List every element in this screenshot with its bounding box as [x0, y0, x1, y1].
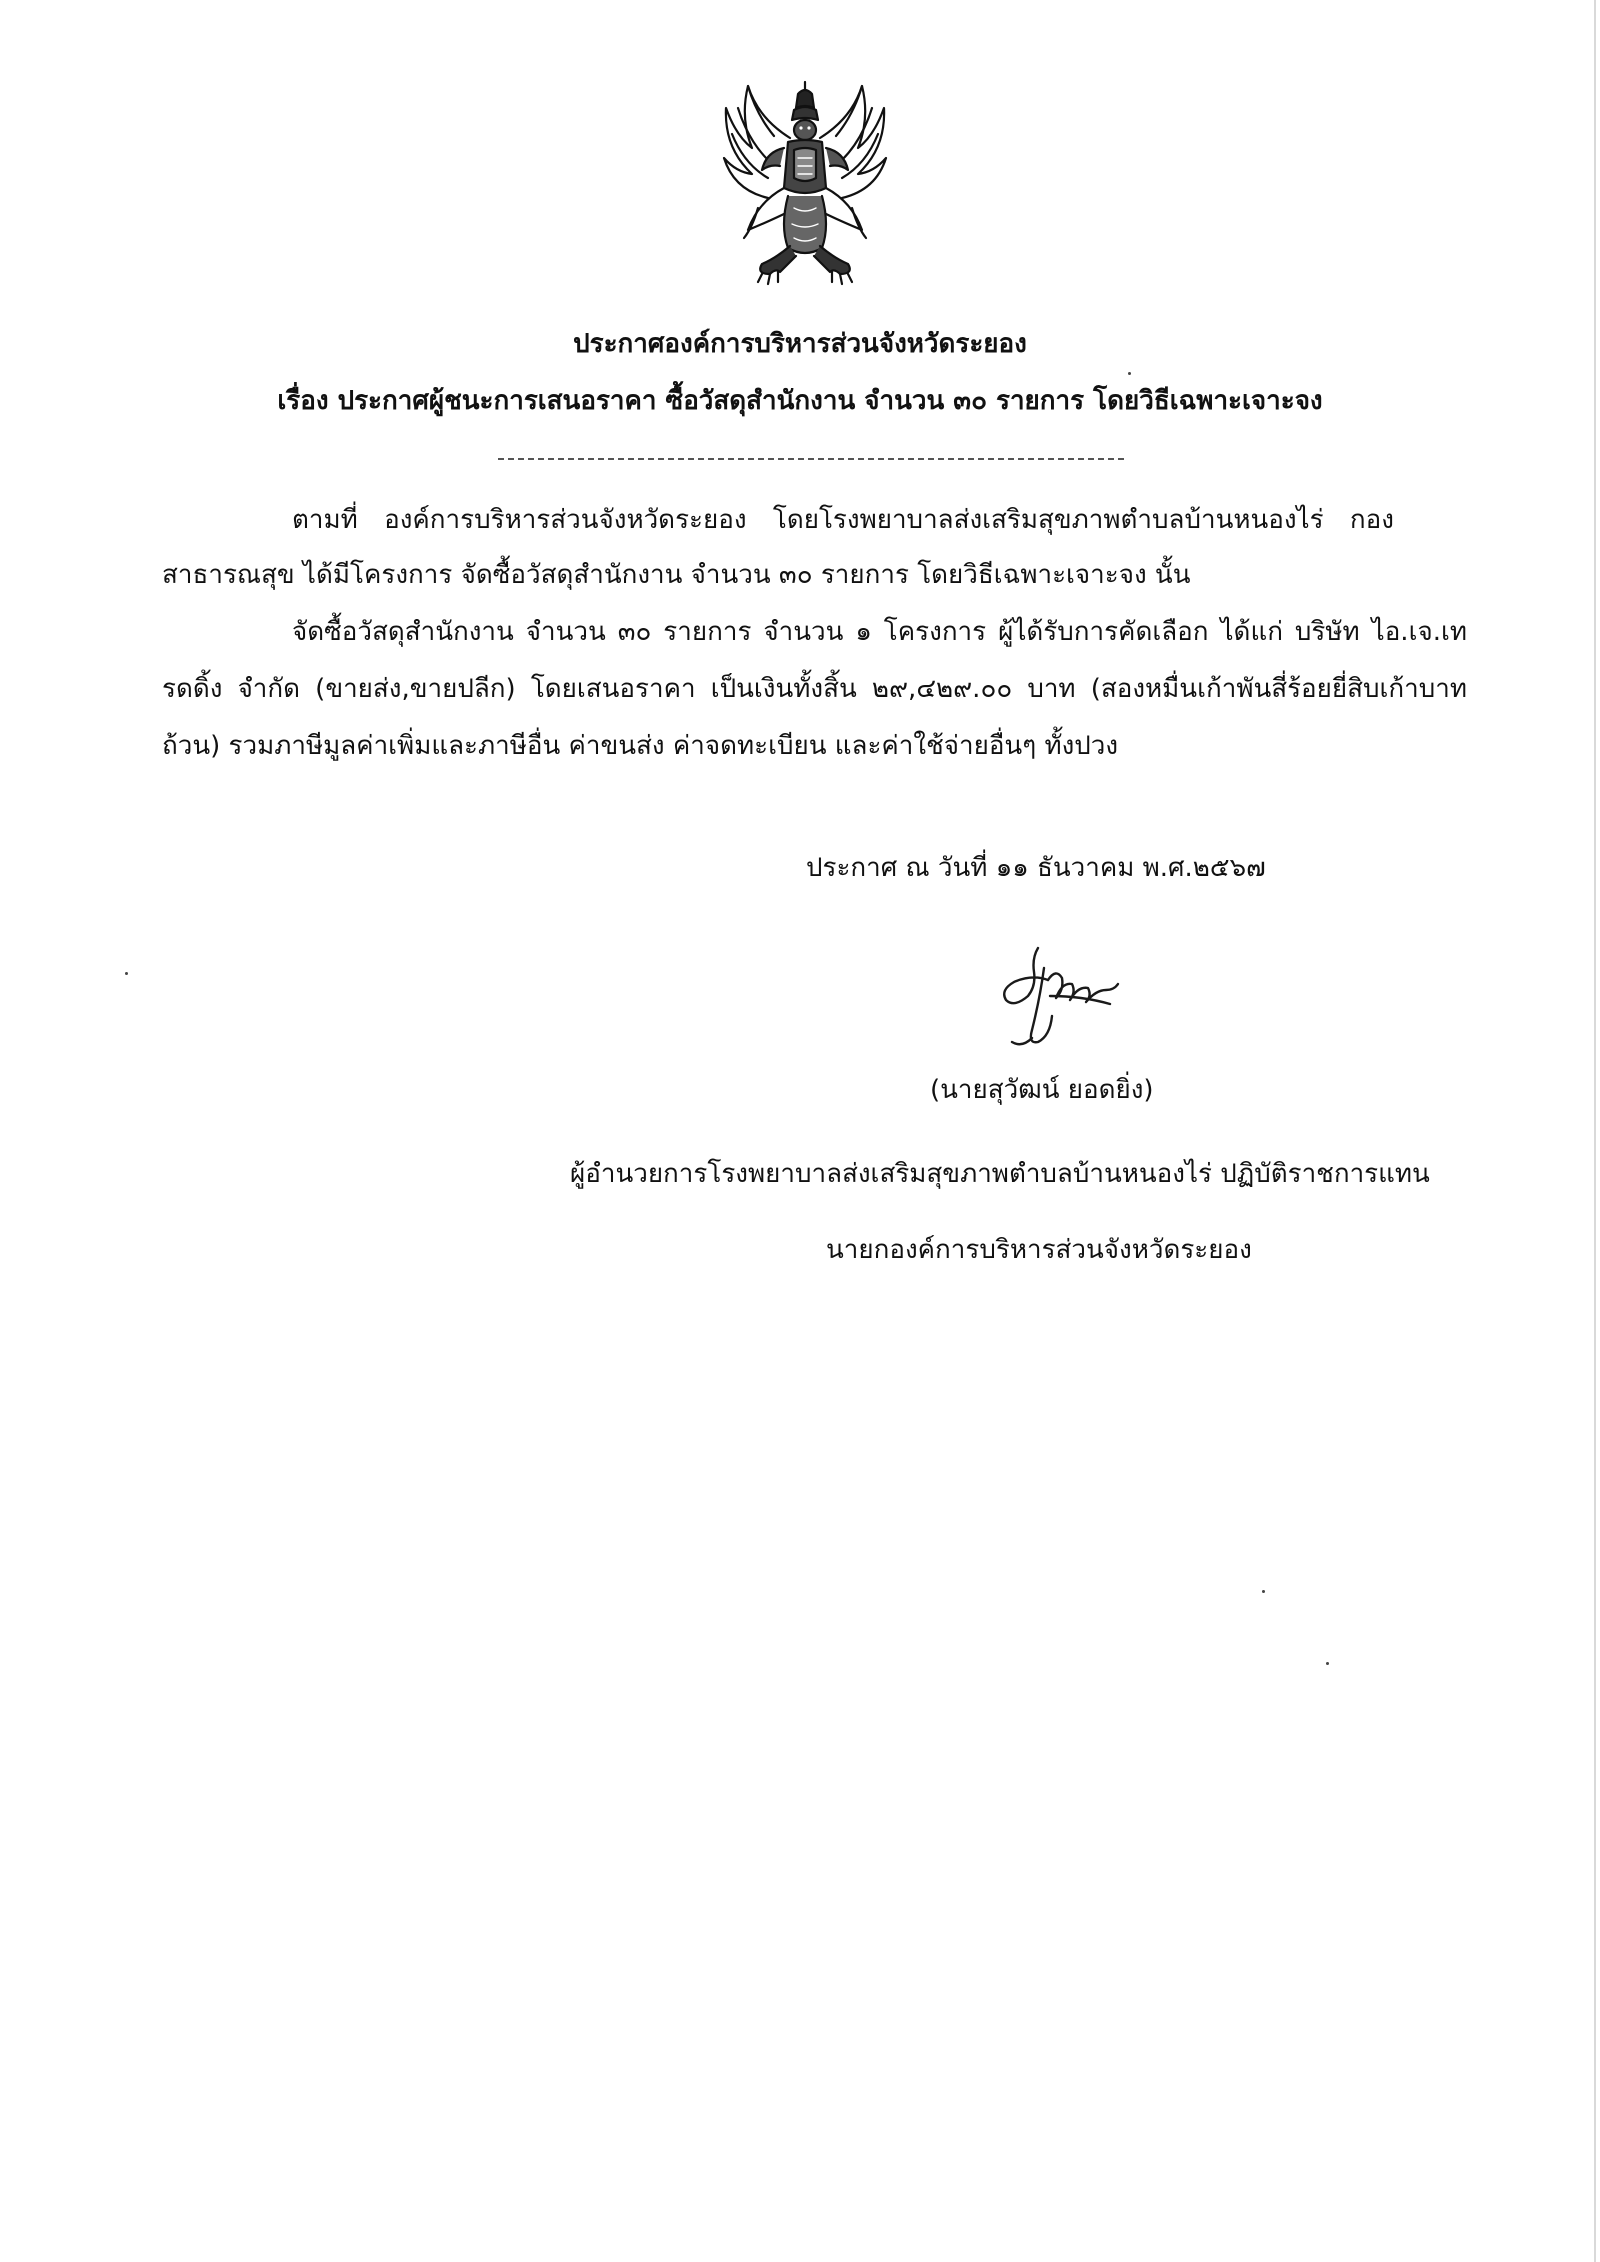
signature-icon: [992, 938, 1162, 1058]
announcement-title: ประกาศองค์การบริหารส่วนจังหวัดระยอง: [573, 329, 1027, 359]
signer-name: (นายสุวัฒน์ ยอดยิ่ง): [930, 1075, 1154, 1105]
signer-position-line-2: นายกองค์การบริหารส่วนจังหวัดระยอง: [826, 1235, 1252, 1265]
announcement-subject: เรื่อง ประกาศผู้ชนะการเสนอราคา ซื้อวัสดุสำนักงาน จำนวน ๓๐ รายการ โดยวิธีเฉพาะเจาะจง: [277, 386, 1323, 416]
paragraph-2-line-2: รดดิ้ง จำกัด (ขายส่ง,ขายปลีก) โดยเสนอราคา เป็นเงินทั้งสิ้น ๒๙,๔๒๙.๐๐ บาท (สองหมื่นเก้าพันสี่ร้อยยี่สิบเก้าบาท: [162, 674, 1467, 704]
garuda-emblem-icon: [718, 78, 893, 288]
scan-speck: [125, 972, 128, 975]
announcement-date: ประกาศ ณ วันที่ ๑๑ ธันวาคม พ.ศ.๒๕๖๗: [806, 853, 1266, 883]
scan-speck: [1128, 372, 1131, 375]
scan-speck: [1262, 1590, 1265, 1593]
signer-position-line-1: ผู้อำนวยการโรงพยาบาลส่งเสริมสุขภาพตำบลบ้านหนองไร่ ปฏิบัติราชการแทน: [570, 1159, 1430, 1189]
paragraph-2-line-1: จัดซื้อวัสดุสำนักงาน จำนวน ๓๐ รายการ จำนวน ๑ โครงการ ผู้ได้รับการคัดเลือก ได้แก่ บริษัท ไอ.เจ.เท: [292, 617, 1467, 647]
paragraph-1-line-2: สาธารณสุข ได้มีโครงการ จัดซื้อวัสดุสำนักงาน จำนวน ๓๐ รายการ โดยวิธีเฉพาะเจาะจง นั้น: [162, 560, 1191, 590]
paragraph-1-line-1: ตามที่ องค์การบริหารส่วนจังหวัดระยอง โดยโรงพยาบาลส่งเสริมสุขภาพตำบลบ้านหนองไร่ กอง: [292, 505, 1394, 535]
scan-speck: [1326, 1662, 1329, 1665]
title-divider: [498, 458, 1124, 460]
paragraph-2-line-3: ถ้วน) รวมภาษีมูลค่าเพิ่มและภาษีอื่น ค่าขนส่ง ค่าจดทะเบียน และค่าใช้จ่ายอื่นๆ ทั้งปวง: [162, 731, 1119, 761]
